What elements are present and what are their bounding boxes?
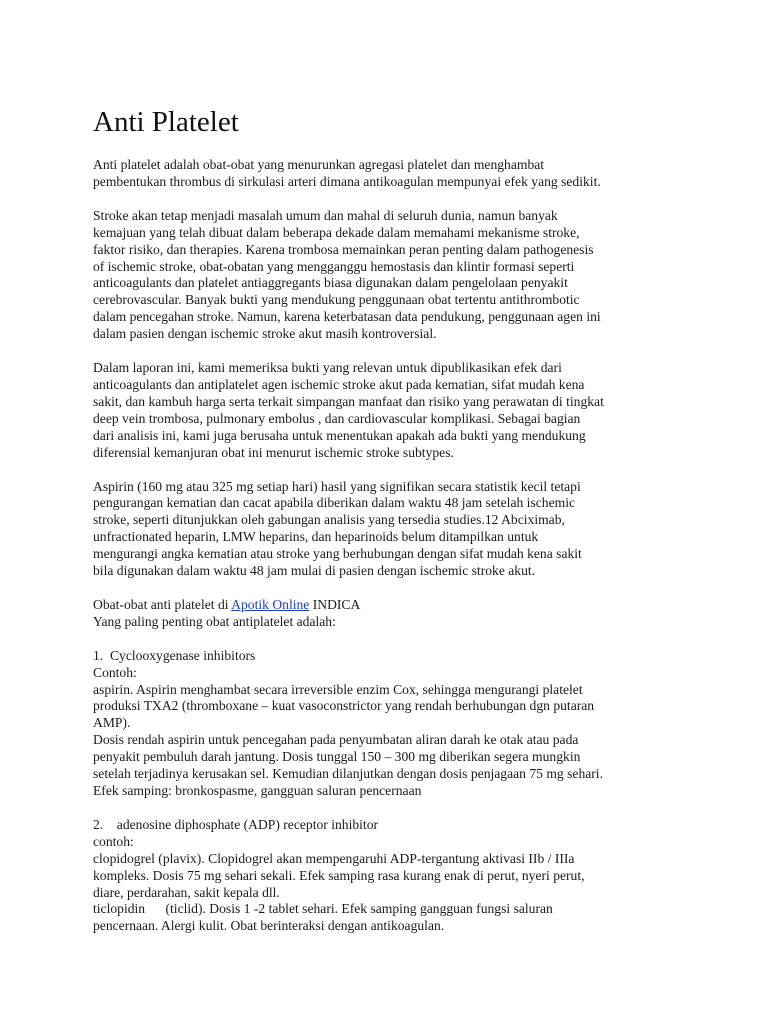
paragraph-line: pengurangan kematian dan cacat apabila diberikan dalam waktu 48 jam setelah ischemic [93,495,576,511]
document-body [93,157,678,935]
list-item-line: clopidogrel (plavix). Clopidogrel akan mempengaruhi ADP-tergantung aktivasi IIb / IIIa [93,850,575,866]
items-container [93,648,678,936]
paragraph-line: faktor risiko, dan therapies. Karena trombosa memainkan peran penting dalam pathogenesis [93,241,594,257]
paragraph-line: Anti platelet adalah obat-obat yang menurunkan agregasi platelet dan menghambat [93,157,545,172]
body-paragraph [93,360,678,461]
body-paragraph [93,479,678,580]
body-paragraph [93,157,678,191]
list-item-line: ticlopidin (ticlid). Dosis 1 -2 tablet sehari. Efek samping gangguan fungsi saluran [93,901,553,917]
body-paragraph [93,208,678,343]
paragraph-line: dalam pencegahan stroke. Namun, karena keterbatasan data pendukung, penggunaan agen ini [93,309,601,325]
paragraph-line: Aspirin (160 mg atau 325 mg setiap hari) hasil yang signifikan secara statistik kecil tetapi [93,478,581,494]
paragraph-line: stroke, seperti ditunjukkan oleh gabungan analisis yang tersedia studies.12 Abciximab, [93,512,565,528]
list-item-heading: 1. Cyclooxygenase inhibitors [93,647,256,663]
list-item-line: setelah terjadinya kerusakan sel. Kemudian dilanjutkan dengan dosis penjagaan 75 mg sehari. [93,766,603,782]
paragraph-line: anticoagulants dan antiplatelet agen ischemic stroke akut pada kematian, sifat mudah kena [93,376,585,392]
list-item [93,817,678,935]
intro-text-after-link: INDICA [309,596,361,612]
list-item-line: produksi TXA2 (thromboxane – kuat vasoconstrictor yang rendah berhubungan dgn putaran [93,698,595,714]
paragraph-line: pembentukan thrombus di sirkulasi arteri dimana antikoagulan mempunyai efek yang sedikit. [93,173,601,189]
list-item-line: Contoh: [93,664,137,680]
paragraph-line: kemajuan yang telah dibuat dalam beberapa dekade dalam memahami mekanisme stroke, [93,224,580,240]
intro-paragraph [93,597,678,631]
paragraphs-container [93,157,678,580]
list-item-line: Efek samping: bronkospasme, gangguan saluran pencernaan [93,783,422,798]
intro-line-1 [93,597,678,614]
paragraph-line: mengurangi angka kematian atau stroke yang berhubungan dengan sifat mudah kena sakit [93,546,582,562]
page-title: Anti Platelet [93,106,239,138]
paragraph-line: dalam pasien dengan ischemic stroke akut masih kontroversial. [93,326,437,342]
list-item-line: Dosis rendah aspirin untuk pencegahan pada penyumbatan aliran darah ke otak atau pada [93,732,579,748]
paragraph-line: deep vein trombosa, pulmonary embolus , dan cardiovascular komplikasi. Sebagai bagian [93,410,581,426]
paragraph-line: bila digunakan dalam waktu 48 jam mulai di pasien dengan ischemic stroke akut. [93,563,536,579]
paragraph-line: cerebrovascular. Banyak bukti yang mendukung penggunaan obat tertentu antithrombotic [93,292,580,308]
paragraph-line: Dalam laporan ini, kami memeriksa bukti yang relevan untuk dipublikasikan efek dari [93,360,562,376]
paragraph-line: Stroke akan tetap menjadi masalah umum dan mahal di seluruh dunia, namun banyak [93,207,558,223]
apotik-online-link[interactable]: Apotik Online [231,596,310,612]
paragraph-line: of ischemic stroke, obat-obatan yang mengganggu hemostasis dan klintir formasi seperti [93,258,575,274]
paragraph-line: anticoagulants dan platelet antiaggregants biasa digunakan dalam pengelolaan penyakit [93,275,568,291]
paragraph-line: dari analisis ini, kami juga berusaha untuk menentukan apakah ada bukti yang mendukung [93,427,586,443]
list-item-heading: 2. adenosine diphosphate (ADP) receptor inhibitor [93,816,379,832]
list-item-line: contoh: [93,833,134,849]
intro-text-before-link: Obat-obat anti platelet di [93,596,232,612]
list-item-line: kompleks. Dosis 75 mg sehari sekali. Efek samping rasa kurang enak di perut, nyeri perut, [93,867,585,883]
list-item-line: AMP). [93,715,131,731]
paragraph-line: sakit, dan kambuh harga serta terkait simpangan manfaat dan risiko yang perawatan di tingkat [93,393,604,409]
list-item [93,648,678,800]
intro-line-2: Yang paling penting obat antiplatelet adalah: [93,613,336,629]
list-item-line: aspirin. Aspirin menghambat secara irreversible enzim Cox, sehingga mengurangi platelet [93,681,583,697]
list-item-line: diare, perdarahan, sakit kepala dll. [93,884,280,900]
paragraph-line: diferensial kemanjuran obat ini menurut ischemic stroke subtypes. [93,444,454,460]
paragraph-line: unfractionated heparin, LMW heparins, dan heparinoids belum ditampilkan untuk [93,529,539,545]
list-item-line: pencernaan. Alergi kulit. Obat berinteraksi dengan antikoagulan. [93,918,445,934]
list-item-line: penyakit pembuluh darah jantung. Dosis tunggal 150 – 300 mg diberikan segera mungkin [93,749,581,765]
